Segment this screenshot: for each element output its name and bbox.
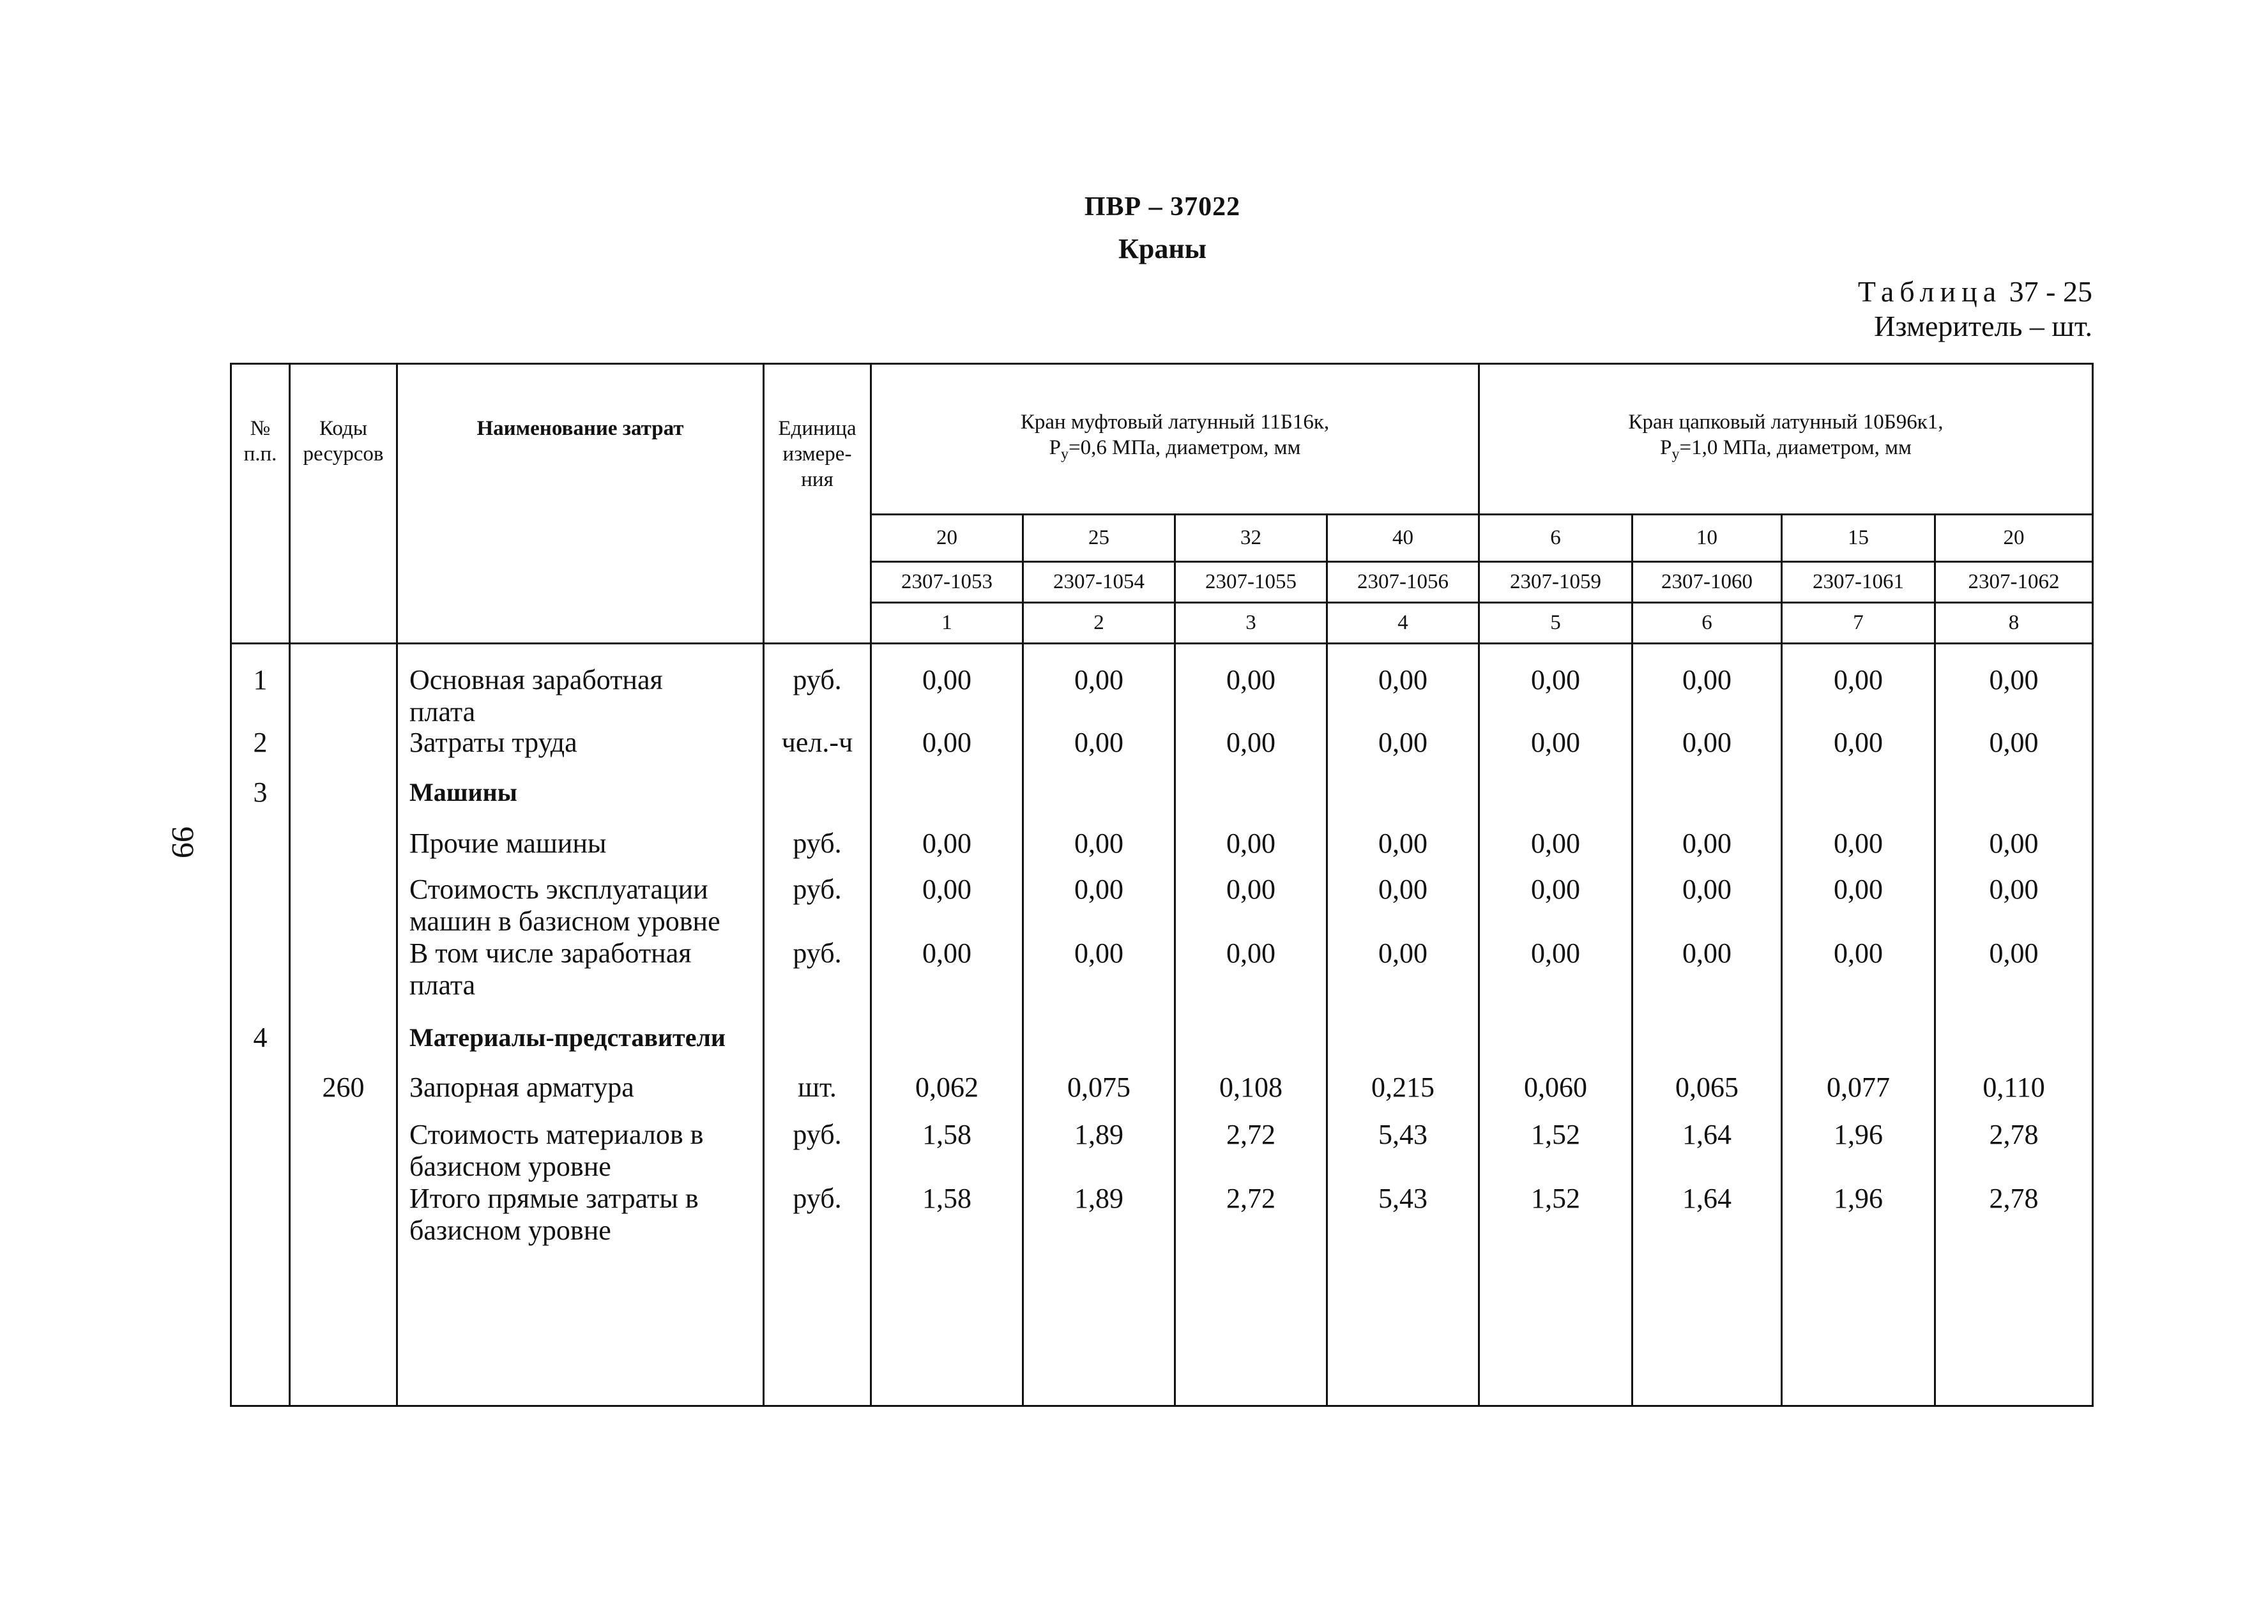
group2-subtitle: $Р_у=1,0$ МПа, диаметром, мм [1660, 436, 1912, 463]
body-col-val-7 [1782, 644, 1935, 1406]
unit-cell: шт. [798, 1072, 837, 1103]
col-header-codes: Коды ресурсов [290, 364, 397, 644]
row-number: 2 [253, 727, 268, 758]
resource-code-cell: 2307-1054 [1023, 562, 1175, 603]
section-heading: Материалы-представители [409, 1023, 726, 1052]
cost-name: Стоимость эксплуатации [409, 874, 708, 905]
value-cell: 5,43 [1378, 1119, 1427, 1150]
body-col-val-8 [1935, 644, 2093, 1406]
column-index-cell: 7 [1782, 603, 1935, 644]
measure-unit: Измеритель – шт. [1874, 310, 2092, 342]
value-cell: 0,062 [915, 1072, 978, 1103]
value-cell: 0,065 [1675, 1072, 1739, 1103]
value-cell: 0,00 [1378, 874, 1427, 905]
value-cell: 0,00 [1989, 828, 2039, 859]
value-cell: 1,96 [1834, 1183, 1884, 1214]
diameter-cell: 20 [1935, 515, 2093, 562]
value-cell: 0,00 [1378, 937, 1427, 969]
diameter-cell: 20 [871, 515, 1023, 562]
cost-name: Стоимость материалов в [409, 1119, 704, 1150]
row-number: 1 [253, 664, 268, 695]
unit-cell: руб. [793, 1183, 842, 1214]
value-cell: 2,72 [1226, 1119, 1275, 1150]
column-index-cell: 8 [1935, 603, 2093, 644]
row-number: 4 [253, 1022, 268, 1053]
unit-cell: чел.-ч [781, 727, 853, 758]
value-cell: 0,00 [1989, 727, 2039, 758]
col-header-name: Наименование затрат [397, 364, 764, 644]
value-cell: 1,58 [922, 1183, 971, 1214]
value-cell: 0,00 [922, 727, 971, 758]
column-index-cell: 6 [1633, 603, 1782, 644]
resource-code-cell: 2307-1056 [1327, 562, 1479, 603]
value-cell: 5,43 [1378, 1183, 1427, 1214]
section-heading: Машины [409, 778, 517, 807]
value-cell: 0,00 [1531, 828, 1581, 859]
value-cell: 0,077 [1827, 1072, 1891, 1103]
value-cell: 1,52 [1531, 1119, 1581, 1150]
col-header-no: № п.п. [231, 364, 290, 644]
diameter-cell: 15 [1782, 515, 1935, 562]
value-cell: 0,00 [1226, 937, 1275, 969]
value-cell: 0,00 [1989, 874, 2039, 905]
value-cell: 0,00 [1682, 664, 1732, 695]
value-cell: 1,89 [1074, 1183, 1123, 1214]
value-cell: 0,00 [1226, 874, 1275, 905]
table-word: Таблица [1857, 275, 2002, 308]
column-index-cell: 5 [1479, 603, 1633, 644]
value-cell: 0,00 [1834, 937, 1884, 969]
document-title: Краны [1118, 233, 1207, 264]
value-cell: 2,78 [1989, 1183, 2039, 1214]
value-cell: 0,215 [1371, 1072, 1435, 1103]
value-cell: 1,96 [1834, 1119, 1884, 1150]
group1-title: Кран муфтовый латунный 11Б16к, [1020, 411, 1330, 434]
body-col-no [231, 644, 290, 1406]
table-number: 37 - 25 [2009, 275, 2092, 308]
diameter-cell: 6 [1479, 515, 1633, 562]
cost-table [230, 363, 2094, 1407]
resource-code-cell: 2307-1059 [1479, 562, 1633, 603]
diameter-cell: 10 [1633, 515, 1782, 562]
value-cell: 0,00 [1989, 937, 2039, 969]
column-index-cell: 3 [1175, 603, 1327, 644]
cost-name-continued: плата [409, 969, 476, 1001]
table-label [1858, 275, 2092, 344]
resource-code-cell: 2307-1061 [1782, 562, 1935, 603]
cost-name-continued: базисном уровне [409, 1215, 611, 1246]
value-cell: 1,64 [1682, 1119, 1732, 1150]
cost-name: Запорная арматура [409, 1072, 634, 1103]
value-cell: 0,00 [1989, 664, 2039, 695]
document-code: ПВР – 37022 [1084, 192, 1241, 222]
body-col-unit [764, 644, 871, 1406]
value-cell: 0,00 [1378, 828, 1427, 859]
value-cell: 1,58 [922, 1119, 971, 1150]
resource-code: 260 [322, 1072, 365, 1103]
unit-cell: руб. [793, 664, 842, 695]
cost-name: Итого прямые затраты в [409, 1183, 699, 1214]
cost-name: Затраты труда [409, 727, 577, 758]
value-cell: 0,00 [1226, 727, 1275, 758]
value-cell: 2,72 [1226, 1183, 1275, 1214]
value-cell: 0,00 [1074, 727, 1123, 758]
column-index-cell: 4 [1327, 603, 1479, 644]
resource-code-cell: 2307-1053 [871, 562, 1023, 603]
resource-code-cell: 2307-1060 [1633, 562, 1782, 603]
value-cell: 0,00 [1378, 664, 1427, 695]
body-col-val-6 [1633, 644, 1782, 1406]
column-index-cell: 1 [871, 603, 1023, 644]
value-cell: 0,00 [1834, 828, 1884, 859]
value-cell: 1,89 [1074, 1119, 1123, 1150]
body-col-val-5 [1479, 644, 1633, 1406]
value-cell: 0,00 [1682, 727, 1732, 758]
value-cell: 0,00 [1531, 727, 1581, 758]
value-cell: 0,00 [1378, 727, 1427, 758]
group2-title: Кран цапковый латунный 10Б96к1, [1628, 411, 1944, 434]
diameter-cell: 25 [1023, 515, 1175, 562]
value-cell: 0,00 [1226, 664, 1275, 695]
value-cell: 0,00 [922, 874, 971, 905]
value-cell: 1,64 [1682, 1183, 1732, 1214]
value-cell: 0,00 [1074, 874, 1123, 905]
group-header-2 [1479, 364, 2093, 515]
value-cell: 0,00 [1531, 664, 1581, 695]
value-cell: 0,00 [1834, 664, 1884, 695]
cost-name: В том числе заработная [409, 937, 692, 969]
body-col-val-3 [1175, 644, 1327, 1406]
body-col-name [397, 644, 764, 1406]
group1-subtitle: $Р_у=0,6$ МПа, диаметром, мм [1049, 436, 1301, 463]
value-cell: 0,00 [1074, 664, 1123, 695]
value-cell: 0,00 [1531, 937, 1581, 969]
cost-name-continued: базисном уровне [409, 1151, 611, 1182]
value-cell: 0,00 [1531, 874, 1581, 905]
diameter-cell: 32 [1175, 515, 1327, 562]
unit-cell: руб. [793, 937, 842, 969]
body-col-codes [290, 644, 397, 1406]
value-cell: 0,108 [1219, 1072, 1282, 1103]
body-col-val-1 [871, 644, 1023, 1406]
value-cell: 0,00 [1682, 937, 1732, 969]
value-cell: 2,78 [1989, 1119, 2039, 1150]
value-cell: 0,00 [1834, 874, 1884, 905]
value-cell: 0,00 [1074, 828, 1123, 859]
value-cell: 0,00 [1834, 727, 1884, 758]
column-index-cell: 2 [1023, 603, 1175, 644]
cost-name-continued: плата [409, 696, 476, 727]
body-col-val-4 [1327, 644, 1479, 1406]
value-cell: 0,00 [1682, 874, 1732, 905]
cost-name-continued: машин в базисном уровне [409, 906, 720, 937]
value-cell: 0,075 [1067, 1072, 1130, 1103]
unit-cell: руб. [793, 1119, 842, 1150]
value-cell: 0,00 [1074, 937, 1123, 969]
value-cell: 0,110 [1983, 1072, 2045, 1103]
diameter-cell: 40 [1327, 515, 1479, 562]
page-number: 99 [165, 826, 201, 858]
col-header-unit: Единица измере- ния [764, 364, 871, 644]
value-cell: 0,00 [1682, 828, 1732, 859]
value-cell: 0,060 [1524, 1072, 1588, 1103]
unit-cell: руб. [793, 828, 842, 859]
body-col-val-2 [1023, 644, 1175, 1406]
unit-cell: руб. [793, 874, 842, 905]
value-cell: 0,00 [922, 937, 971, 969]
group-header-1 [871, 364, 1479, 515]
cost-name: Основная заработная [409, 664, 663, 695]
value-cell: 0,00 [922, 828, 971, 859]
value-cell: 1,52 [1531, 1183, 1581, 1214]
row-number: 3 [253, 777, 268, 808]
resource-code-cell: 2307-1055 [1175, 562, 1327, 603]
value-cell: 0,00 [922, 664, 971, 695]
resource-code-cell: 2307-1062 [1935, 562, 2093, 603]
cost-name: Прочие машины [409, 828, 607, 859]
value-cell: 0,00 [1226, 828, 1275, 859]
